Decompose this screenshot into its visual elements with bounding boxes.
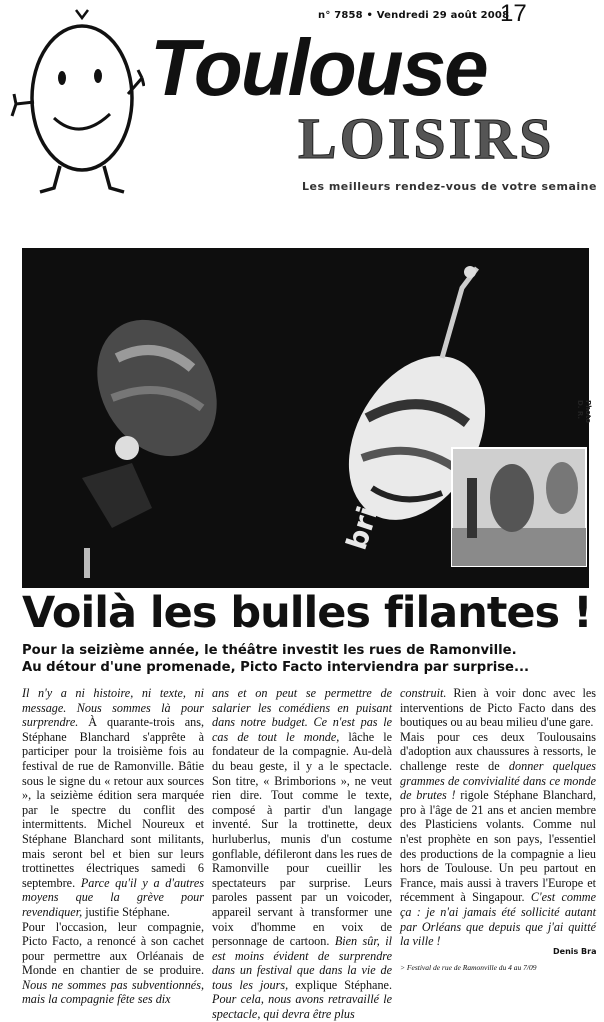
article-column-3 <box>400 686 596 949</box>
page-number: 17 <box>500 0 527 27</box>
column-2-text: ans et on peut se permettre de salarier les comédiens en puisant dans notre budget. Ce n'est pas le cas de tout le monde, lâche le fondateur de la compagnie. Au-delà du beau geste, il y a le spectacle. Son titre, « Brimborions », ne veut rien dire. Tout comme le texte, composé à partir d'un langage inventé. Sur la trottinette, deux hurluberlus, munis d'un costume gonflable, défileront dans les rues de Ramonville pour cueillir les spectateurs par surprise. Leurs paroles passent par un voicoder, appareil servant à transformer une voix d'homme en voix de personnage de cartoon. Bien sûr, il est moins évident de surprendre dans un festival que dans la vie de tous les jours, explique Stéphane. Pour cela, nous avons retravaillé le spectacle, qui devra être plus <box>212 686 392 1022</box>
issue-info: n° 7858 • Vendredi 29 août 2008 <box>318 10 510 21</box>
column-3-text-2: Mais pour ces deux Toulousains d'adoption aux chaussures à ressorts, le challenge reste de donner quelques grammes de convivialité dans ce monde de brutes ! rigole Stéphane Blanchard, pro à l'âge de 21 ans et ancien membre des Plasticiens volants. Comme nul n'est prophète en son pays, l'essentiel des productions de la compagnie a lieu hors de Toulouse. Un peu partout en France, mais aussi à travers l'Europe et récemment à Singapour. C'est comme ça : je n'ai jamais été sollicité autant par Orléans que depuis que j'ai quitté la ville ! <box>400 729 597 949</box>
brand-subtitle: LOISIRS <box>298 106 555 171</box>
egg-mascot-icon <box>10 6 145 196</box>
brand-title: Toulouse <box>150 23 487 112</box>
article-headline: Voilà les bulles filantes ! <box>22 588 592 638</box>
tagline: Les meilleurs rendez-vous de votre semaine <box>302 180 597 193</box>
article-column-2 <box>212 686 392 1022</box>
article-photo <box>22 248 589 588</box>
column-1-text-2: Pour l'occasion, leur compagnie, Picto Facto, a renoncé à son cachet pour permettre aux Orléanais de Monde en chantier de se produire. Nous ne sommes pas subventionnés, mais la compagnie fête ses dix <box>22 919 204 1007</box>
inset-street-photo <box>452 448 586 566</box>
column-3-text: construit. Rien à voir donc avec les interventions de Picto Facto dans des boutiques ou au beau milieu d'une gare. <box>400 686 596 730</box>
article-column-1 <box>22 686 204 1007</box>
column-1-text: Il n'y a ni histoire, ni texte, ni message. Nous sommes là pour surprendre. À quarante-trois ans, Stéphane Blanchard s'apprête à participer pour la troisième fois au festival de rue de Ramonville. Bâtie sous le signe du « retour aux sources », la seizième édition sera marquée par le spectre du conflit des intermittents. Michel Noureux et Stéphane Blanchard sont militants, mais seront bel et bien sur leurs trottinettes électriques samedi 6 septembre. Parce qu'il y a d'autres moyens que la grève pour revendiquer, justifie Stéphane. <box>22 686 204 919</box>
event-footnote: > Festival de rue de Ramonville du 4 au 7/09 <box>400 963 537 972</box>
masthead <box>0 0 604 210</box>
subhead-line-1: Pour la seizième année, le théâtre investit les rues de Ramonville. <box>22 643 517 658</box>
article-subhead <box>22 642 602 676</box>
performers-illustration <box>22 248 589 588</box>
photo-credit: Photo D. R. <box>576 400 592 424</box>
subhead-line-2: Au détour d'une promenade, Picto Facto interviendra par surprise... <box>22 660 530 675</box>
author-signature: Denis Bra <box>553 947 597 956</box>
